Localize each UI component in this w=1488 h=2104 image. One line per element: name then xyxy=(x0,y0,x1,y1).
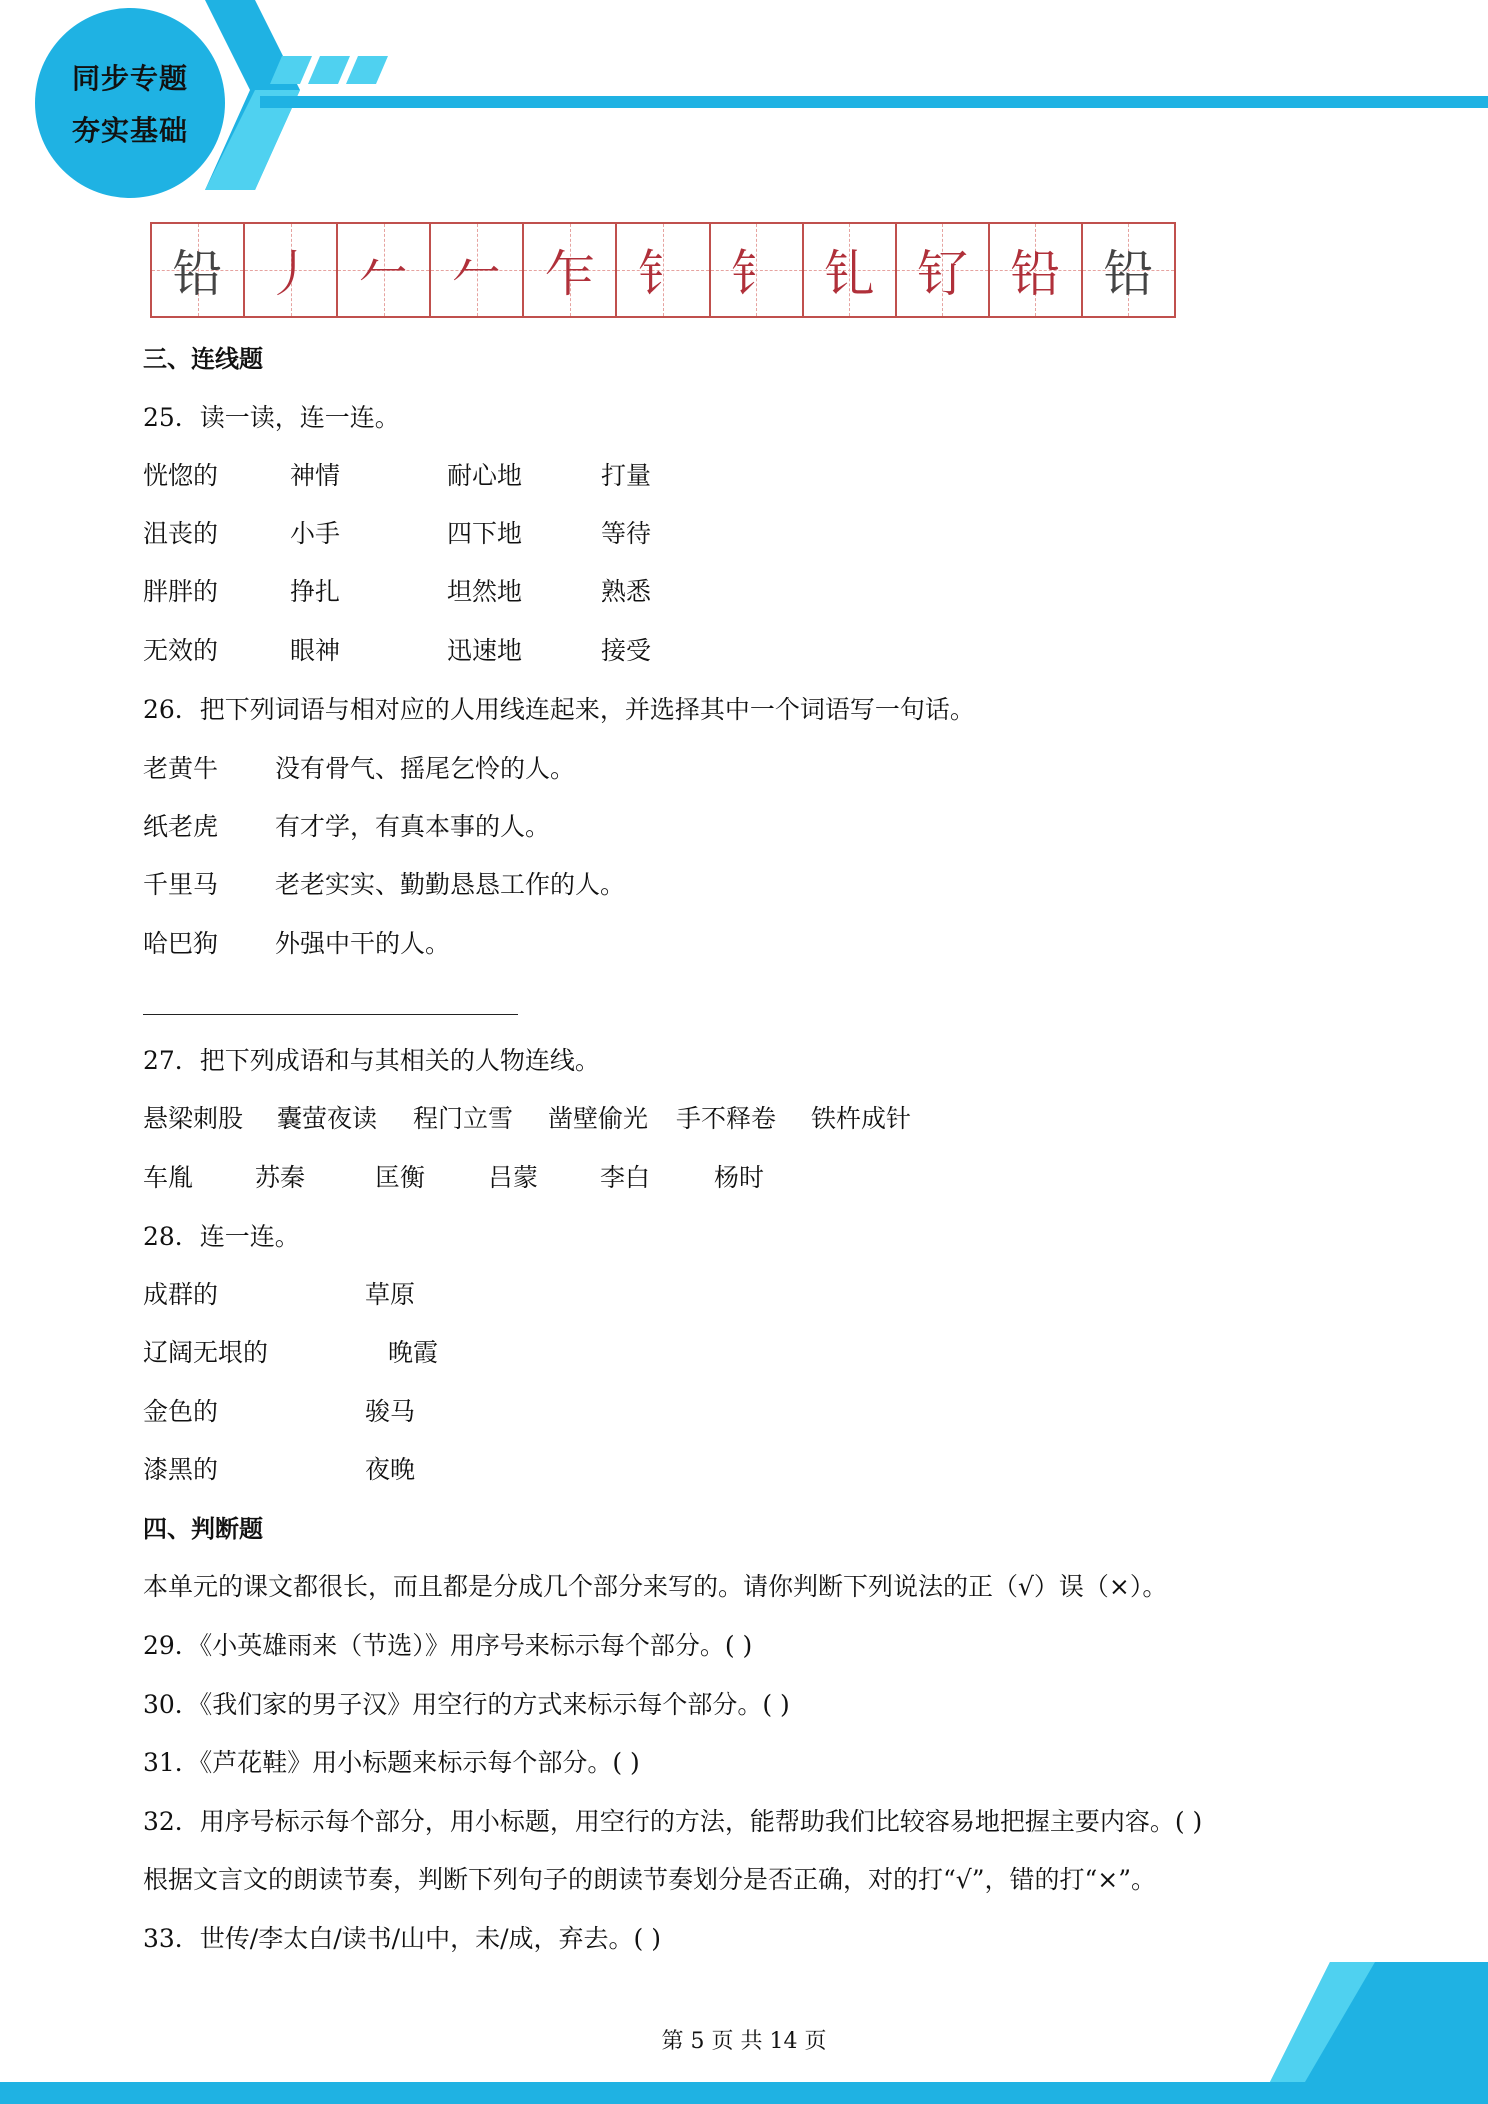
q27-idiom: 手不释卷 xyxy=(676,1104,777,1133)
q28-left: 漆黑的 xyxy=(143,1455,219,1484)
q27-person: 杨时 xyxy=(714,1163,765,1192)
badge-line-1: 同步专题 xyxy=(71,62,188,95)
section4-intro-2: 根据文言文的朗读节奏，判断下列句子的朗读节奏划分是否正确，对的打“√”，错的打“×”。 xyxy=(143,1865,1157,1894)
answer-line xyxy=(143,1014,518,1015)
q27-idiom: 凿壁偷光 xyxy=(548,1104,649,1133)
grid-glyph: 钌 xyxy=(917,245,968,303)
q26-term: 哈巴狗 xyxy=(143,929,219,958)
grid-glyph: 钅 xyxy=(638,245,689,303)
q25-word: 等待 xyxy=(601,519,652,548)
q26-meaning: 老老实实、勤勤恳恳工作的人。 xyxy=(275,870,626,899)
q25-word: 打量 xyxy=(601,461,652,490)
q25-word: 神情 xyxy=(290,461,341,490)
q25-word: 四下地 xyxy=(447,519,523,548)
grid-cell xyxy=(152,224,245,316)
q28-prompt: 28．连一连。 xyxy=(143,1222,300,1251)
q29: 29．《小英雄雨来（节选）》用序号来标示每个部分。( ) xyxy=(143,1631,753,1660)
grid-glyph: 𠂉 xyxy=(358,245,409,303)
q26-term: 纸老虎 xyxy=(143,812,219,841)
q25-word: 胖胖的 xyxy=(143,577,219,606)
q30: 30．《我们家的男子汉》用空行的方式来标示每个部分。( ) xyxy=(143,1690,790,1719)
grid-glyph: 铅 xyxy=(1010,245,1061,303)
grid-cell xyxy=(245,224,338,316)
grid-cell xyxy=(804,224,897,316)
q27-idiom: 程门立雪 xyxy=(413,1104,514,1133)
grid-cell xyxy=(711,224,804,316)
badge-line-2: 夯实基础 xyxy=(71,114,188,147)
section4-title: 四、判断题 xyxy=(143,1515,263,1543)
q25-word: 耐心地 xyxy=(447,461,523,490)
q25-prompt: 25．读一读，连一连。 xyxy=(143,403,400,432)
q33: 33．世传/李太白/读书/山中，未/成，弃去。( ) xyxy=(143,1924,661,1953)
q27-prompt: 27．把下列成语和与其相关的人物连线。 xyxy=(143,1046,600,1075)
q32: 32．用序号标示每个部分，用小标题，用空行的方法，能帮助我们比较容易地把握主要内容。( ) xyxy=(143,1807,1203,1836)
grid-glyph: 𠂉 xyxy=(451,245,502,303)
q25-word: 恍惚的 xyxy=(143,461,219,490)
q25-word: 小手 xyxy=(290,519,341,548)
q26-term: 千里马 xyxy=(143,870,219,899)
grid-cell xyxy=(338,224,431,316)
grid-cell xyxy=(990,224,1083,316)
q28-right: 草原 xyxy=(365,1280,416,1309)
q26-meaning: 有才学，有真本事的人。 xyxy=(275,812,551,841)
section3-title: 三、连线题 xyxy=(143,345,263,373)
q27-person: 匡衡 xyxy=(375,1163,426,1192)
q27-person: 车胤 xyxy=(143,1163,194,1192)
q27-idiom: 囊萤夜读 xyxy=(277,1104,378,1133)
q25-word: 熟悉 xyxy=(601,577,652,606)
grid-cell xyxy=(431,224,524,316)
q25-word: 坦然地 xyxy=(447,577,523,606)
q28-right: 夜晚 xyxy=(365,1455,416,1484)
header-badge xyxy=(35,30,225,180)
q26-prompt: 26．把下列词语与相对应的人用线连起来，并选择其中一个词语写一句话。 xyxy=(143,695,975,724)
q26-term: 老黄牛 xyxy=(143,754,219,783)
q27-person: 吕蒙 xyxy=(488,1163,539,1192)
q26-meaning: 外强中干的人。 xyxy=(275,929,451,958)
q28-right: 晚霞 xyxy=(388,1338,439,1367)
grid-glyph: 铅 xyxy=(1103,245,1154,303)
q25-word: 接受 xyxy=(601,636,652,665)
grid-cell xyxy=(524,224,617,316)
grid-glyph: 钅 xyxy=(731,245,782,303)
grid-glyph: 乍 xyxy=(544,245,595,303)
section4-intro: 本单元的课文都很长，而且都是分成几个部分来写的。请你判断下列说法的正（√）误（×）。 xyxy=(143,1572,1168,1601)
stroke-order-grid xyxy=(150,222,1176,318)
q31: 31．《芦花鞋》用小标题来标示每个部分。( ) xyxy=(143,1748,640,1777)
q25-word: 眼神 xyxy=(290,636,341,665)
grid-cell xyxy=(1083,224,1174,316)
q25-word: 无效的 xyxy=(143,636,219,665)
q26-meaning: 没有骨气、摇尾乞怜的人。 xyxy=(275,754,576,783)
page-number: 第 5 页 共 14 页 xyxy=(661,2029,827,2054)
grid-cell xyxy=(897,224,990,316)
q28-left: 辽阔无垠的 xyxy=(143,1338,269,1367)
grid-glyph: 丿 xyxy=(265,245,316,303)
grid-glyph: 钆 xyxy=(824,245,875,303)
q27-person: 苏秦 xyxy=(255,1163,306,1192)
q27-person: 李白 xyxy=(600,1163,651,1192)
q28-left: 金色的 xyxy=(143,1397,219,1426)
q28-right: 骏马 xyxy=(365,1397,416,1426)
q27-idiom: 铁杵成针 xyxy=(811,1104,912,1133)
q25-word: 沮丧的 xyxy=(143,519,219,548)
q25-word: 迅速地 xyxy=(447,636,523,665)
q25-word: 挣扎 xyxy=(290,577,341,606)
grid-cell xyxy=(617,224,710,316)
grid-glyph: 铅 xyxy=(172,245,223,303)
q27-idiom: 悬梁刺股 xyxy=(143,1104,244,1133)
q28-left: 成群的 xyxy=(143,1280,219,1309)
